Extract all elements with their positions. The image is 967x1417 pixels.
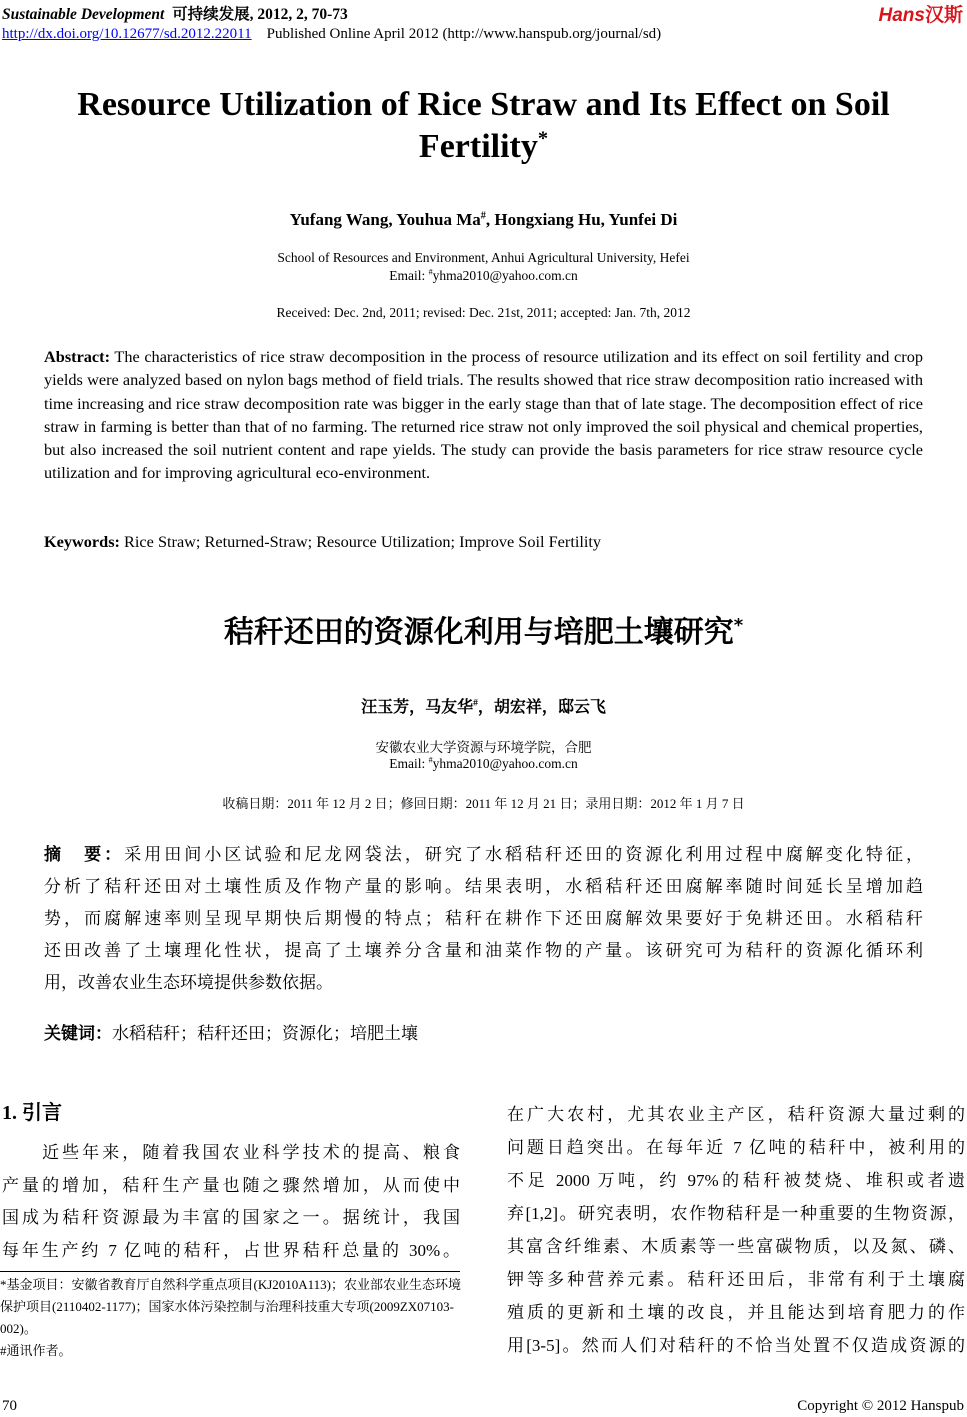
text-line: 殖质的更新和土壤的改良，并且能达到培育肥力的作 [507,1303,965,1322]
cn-authors: 汪玉芳，马友华#，胡宏祥，邸云飞 [361,697,606,716]
doi-link[interactable]: http://dx.doi.org/10.12677/sd.2012.22011 [2,26,252,42]
authors: Yufang Wang, Youhua Ma#, Hongxiang Hu, Yunfei Di [289,210,678,229]
footnote-mark: * [537,127,549,150]
cn-title: 秸秆还田的资源化利用与培肥土壤研究* [223,615,744,650]
journal-name: Sustainable Development [2,6,165,23]
journal-name-cn: 可持续发展 [172,6,250,23]
text-line: 产量的增加，秸秆生产量也随之骤然增加，从而使中 [2,1175,460,1195]
title-line: Resource Utilization of Rice Straw and Its Effect on Soil [77,86,890,123]
journal-header [2,2,348,24]
citation: , 2012, 2, 70-73 [249,6,348,23]
footnote-rule [0,1271,460,1272]
right-column [507,1100,965,1364]
published-info: Published Online April 2012 (http://www.hanspub.org/journal/sd) [266,26,662,42]
text-line: 势，而腐解速率则呈现早期快后期慢的特点；秸秆在耕作下还田腐解效果要好于免耕还田。水稻秸秆 [44,909,923,928]
paper-title [30,84,937,168]
cn-abstract [44,840,923,1000]
text-line: 每年生产约 7 亿吨的秸秆，占世界秸秆总量的 30%。 [2,1240,460,1260]
received-dates: Received: Dec. 2nd, 2011; revised: Dec. 21st, 2011; accepted: Jan. 7th, 2012 [276,305,691,320]
footnote-corresponding: #通讯作者。 [0,1343,72,1358]
cn-abstract-label: 摘 要： [44,845,125,864]
text-line: 采用田间小区试验和尼龙网袋法，研究了水稻秸秆还田的资源化利用过程中腐解变化特征， [124,845,923,864]
footnote-funding: *基金项目：安徽省教育厅自然科学重点项目(KJ2010A113)；农业部农业生态环境保护项目(2110402-1177)；国家水体污染控制与治理科技重大专项(2009ZX07103-002)。 [0,1277,462,1336]
text-line: 国成为秸秆资源最为丰富的国家之一。据统计，我国 [2,1208,460,1227]
doi-line [2,26,661,43]
text-line: 在广大农村，尤其农业主产区，秸秆资源大量过剩的 [507,1105,965,1124]
text-line: 钾等多种营养元素。秸秆还田后，非常有利于土壤腐 [507,1270,965,1289]
email: Email: #yhma2010@yahoo.com.cn [389,267,578,283]
cn-dates: 收稿日期：2011 年 12 月 2 日；修回日期：2011 年 12 月 21 日；录用日期：2012 年 1 月 7 日 [222,796,745,811]
text-line: 问题日趋突出。在每年近 7 亿吨的秸秆中，被利用的 [507,1138,965,1157]
text-line: 不足 2000 万吨，约 97%的秸秆被焚烧、堆积或者遗 [507,1171,965,1190]
copyright: Copyright © 2012 Hanspub [797,1398,964,1414]
text-line: 用[3-5]。然而人们对秸秆的不恰当处置不仅造成资源的 [507,1336,965,1355]
text-line: 还田改善了土壤理化性状，提高了土壤养分含量和油菜作物的产量。该研究可为秸秆的资源化循环利 [44,941,923,960]
cn-affiliation: 安徽农业大学资源与环境学院，合肥 [375,740,592,755]
affiliation: School of Resources and Environment, Anhui Agricultural University, Hefei [277,250,690,265]
text-line: 用，改善农业生态环境提供参数依据。 [44,973,333,992]
page-number: 70 [2,1398,17,1414]
cn-keywords: 关键词：水稻秸秆；秸秆还田；资源化；培肥土壤 [44,1024,418,1043]
keywords: Keywords: Rice Straw; Returned-Straw; Resource Utilization; Improve Soil Fertility [44,532,602,551]
left-column [2,1138,460,1268]
text-line: 弃[1,2]。研究表明，农作物秸秆是一种重要的生物资源， [507,1204,965,1223]
text-line: 近些年来，随着我国农业科学技术的提高、粮食 [2,1143,460,1162]
title-line: Fertility [418,128,538,165]
cn-email: Email: #yhma2010@yahoo.com.cn [389,755,578,771]
section-heading: 1. 引言 [2,1102,62,1124]
abstract: Abstract: The characteristics of rice straw decomposition in the process of resource utilization and its effect on soil fertility and crop yields were analyzed based on nylon bags method of field trials. The results showed that rice straw decomposition ratio increased with time increasing and rice straw decomposition rate was bigger in the early stage than that of late stage. The decomposition effect of rice straw in farming is better than that of no farming. The returned rice straw not only improved the soil physical and chemical properties, but also increased the soil nutrient content and rape yields. The study can provide the basis parameters for rice straw resource cycle utilization and for improving agricultural eco-environment. [44,347,923,483]
text-line: 分析了秸秆还田对土壤性质及作物产量的影响。结果表明，水稻秸秆还田腐解率随时间延长呈增加趋 [44,877,923,896]
hans-logo: Hans汉斯 [878,5,963,26]
text-line: 其富含纤维素、木质素等一些富碳物质，以及氮、磷、 [507,1237,965,1256]
